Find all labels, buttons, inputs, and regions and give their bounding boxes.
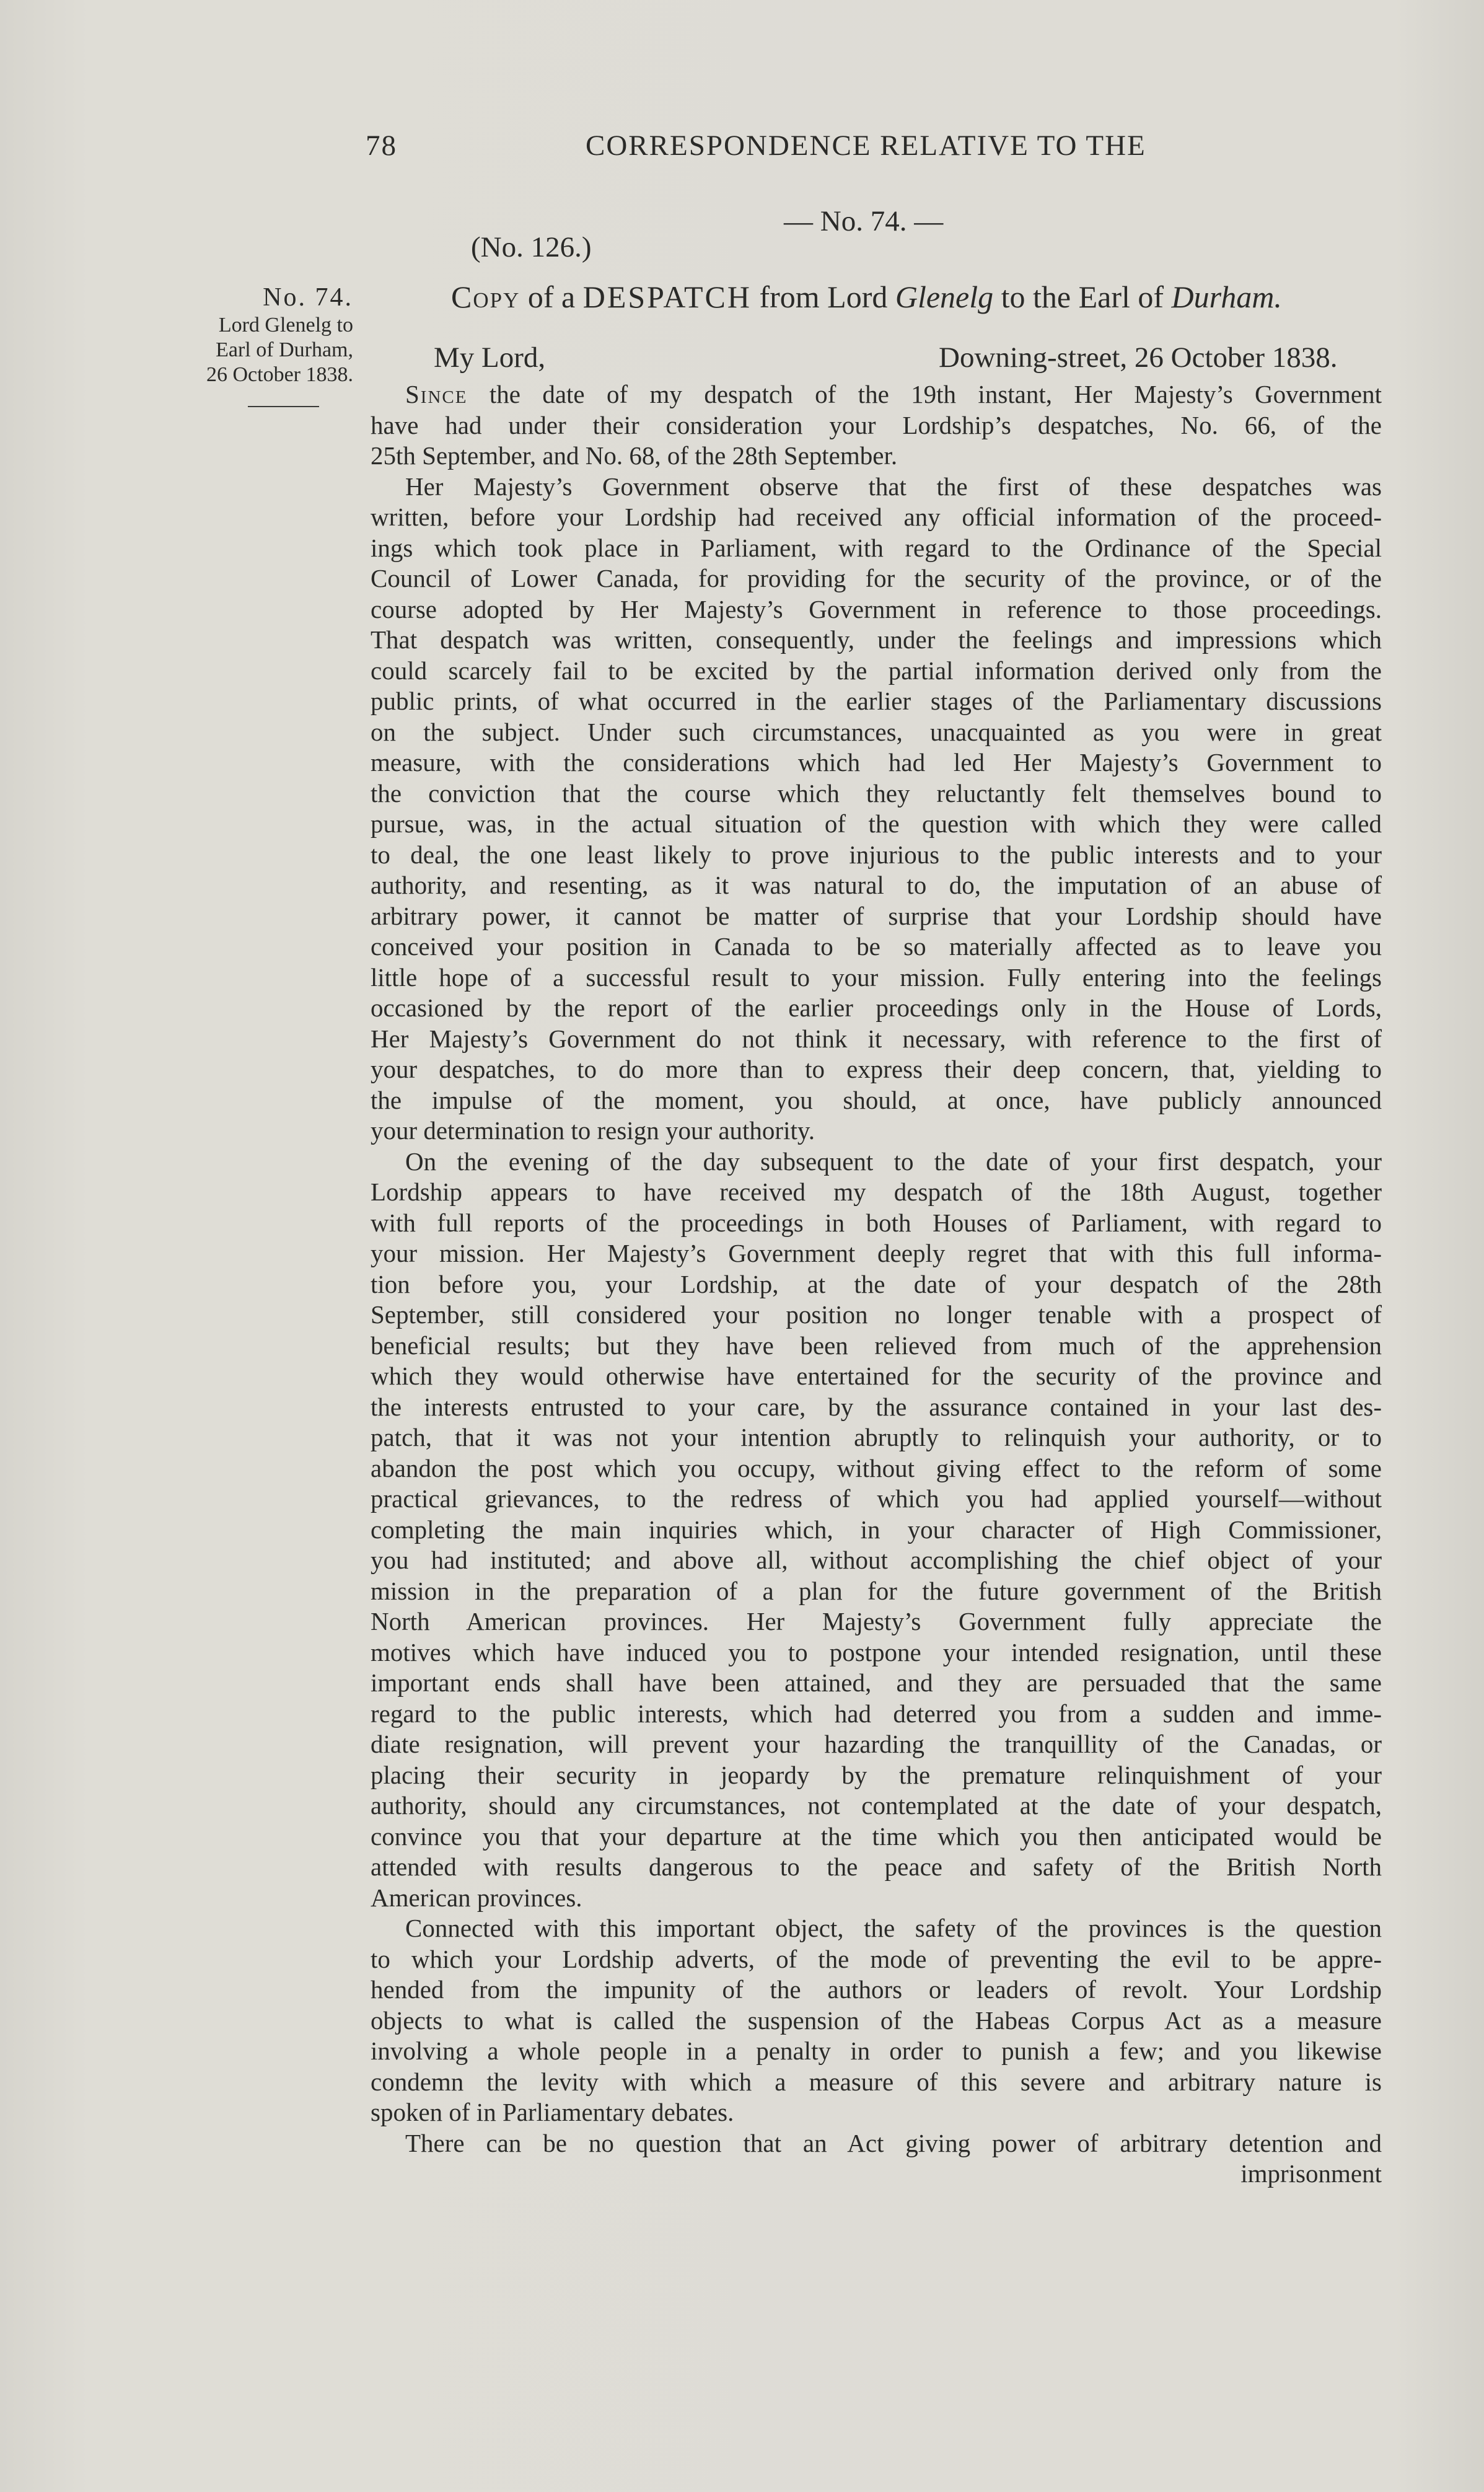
text-line: patch, that it was not your intention abruptly to relinquish your authority, or to [371,1423,1382,1451]
text-line: to which your Lordship adverts, of the mode of preventing the evil to be appre- [371,1944,1382,1973]
text-line: September, still considered your position no longer tenable with a prospect of [371,1300,1382,1329]
first-word: Since [405,380,468,408]
text-line: diate resignation, will prevent your hazarding the tranquillity of the Canadas, or [371,1730,1382,1758]
text-line: your determination to resign your authority. [371,1116,815,1145]
text-line: Council of Lower Canada, for providing for the security of the province, or of the [371,564,1382,592]
margin-note-number: No. 74. [263,283,353,312]
heading-durham: Durham. [1171,280,1282,314]
text-line: authority, and resenting, as it was natural to do, the imputation of an abuse of [371,871,1382,899]
text-line: spoken of in Parliamentary debates. [371,2098,734,2126]
text-line: the impulse of the moment, you should, at once, have publicly announced [371,1085,1382,1114]
text-line: course adopted by Her Majesty’s Government in reference to those proceedings. [371,594,1382,623]
heading-of-a: of a [527,280,576,314]
text-line: the interests entrusted to your care, by the assurance contained in your last des- [371,1392,1382,1421]
salutation: My Lord, [434,341,546,374]
text-line: authority, should any circumstances, not contemplated at the date of your despatch, [371,1791,1382,1820]
heading-to-earl: to the Earl of [1001,280,1164,314]
text-line: could scarcely fail to be excited by the partial information derived only from the [371,656,1382,685]
text-line: motives which have induced you to postpone your intended resignation, until these [371,1637,1382,1666]
text-line: abandon the post which you occupy, without giving effect to the reform of some [371,1453,1382,1482]
text-line: pursue, was, in the actual situation of the question with which they were called [371,809,1382,838]
text-line: ings which took place in Parliament, with regard to the Ordinance of the Special [371,533,1382,562]
text-line: conceived your position in Canada to be so materially affected as to leave you [371,932,1382,961]
margin-note [136,282,353,387]
text-line: American provinces. [371,1883,582,1912]
text-line: your despatches, to do more than to express their deep concern, that, yielding to [371,1055,1382,1083]
text-line: the conviction that the course which they reluctantly felt themselves bound to [371,778,1382,808]
text-line: important ends shall have been attained, and they are persuaded that the same [371,1668,1382,1697]
text-line: little hope of a successful result to your mission. Fully entering into the feelings [371,962,1382,992]
text-line: objects to what is called the suspension of the Habeas Corpus Act as a measure [371,2005,1382,2035]
text-line: you had instituted; and above all, without accomplishing the chief object of your [371,1546,1382,1574]
text-line: your mission. Her Majesty’s Government deeply regret that with this full informa- [371,1239,1382,1267]
text-line: Lordship appears to have received my despatch of the 18th August, together [371,1178,1382,1206]
text-line: That despatch was written, consequently, under the feelings and impressions which [371,625,1382,654]
text-line: have had under their consideration your Lordship’s despatches, No. 66, of the [371,410,1382,439]
text-line: tion before you, your Lordship, at the date of your despatch of the 28th [371,1269,1382,1298]
text-line: regard to the public interests, which had deterred you from a sudden and imme- [371,1699,1382,1728]
text-line: Her Majesty’s Government observe that the first of these despatches was [405,472,1382,501]
text-line: There can be no question that an Act giving power of arbitrary detention and [405,2128,1382,2157]
heading-copy: Copy [451,280,520,314]
margin-note-line: 26 October 1838. [206,363,353,386]
heading-despatch: DESPATCH [582,280,752,314]
text-line: beneficial results; but they have been relieved from much of the apprehension [371,1331,1382,1360]
page-number: 78 [366,130,397,162]
letter-body [371,379,1382,2190]
text-line: on the subject. Under such circumstances, unacquainted as you were in great [371,717,1382,746]
running-head [366,129,1270,172]
text-line: measure, with the considerations which had led Her Majesty’s Government to [371,748,1382,777]
text-line: 25th September, and No. 68, of the 28th September. [371,441,898,470]
text-line: North American provinces. Her Majesty’s Government fully appreciate the [371,1607,1382,1636]
despatch-heading [451,279,1381,315]
catchword: imprisonment [1240,2159,1382,2188]
text-line: mission in the preparation of a plan for the future government of the British [371,1576,1382,1605]
document-number: — No. 74. — [784,205,944,237]
text-line: with full reports of the proceedings in both Houses of Parliament, with regard to [371,1208,1382,1237]
text-line: completing the main inquiries which, in your character of High Commissioner, [371,1515,1382,1544]
text-line: On the evening of the day subsequent to the date of your first despatch, your [405,1147,1382,1176]
text-line: practical grievances, to the redress of which you had applied yourself—without [371,1484,1382,1513]
text-line: placing their security in jeopardy by the premature relinquishment of your [371,1760,1382,1789]
margin-rule [248,406,319,407]
text-line: Her Majesty’s Government do not think it necessary, with reference to the first of [371,1024,1382,1053]
series-number: (No. 126.) [471,231,592,263]
margin-note-line: Lord Glenelg to [218,314,353,337]
text-line: occasioned by the report of the earlier proceedings only in the House of Lords, [371,993,1382,1022]
heading-from-lord: from Lord [759,280,888,314]
text-line: hended from the impunity of the authors or leaders of revolt. Your Lordship [371,1975,1382,2004]
text-line: involving a whole people in a penalty in order to punish a few; and you likewise [371,2036,1382,2065]
text-line: which they would otherwise have entertained for the security of the province and [371,1362,1382,1390]
text-line: public prints, of what occurred in the earlier stages of the Parliamentary discussions [371,687,1382,715]
running-title: CORRESPONDENCE RELATIVE TO THE [586,130,1146,162]
text-line: convince you that your departure at the time which you then anticipated would be [371,1821,1382,1851]
text-line: Connected with this important object, the safety of the provinces is the question [405,1914,1382,1942]
heading-glenelg: Glenelg [895,280,994,314]
text-line: attended with results dangerous to the peace and safety of the British North [371,1852,1382,1881]
text-line: written, before your Lordship had received any official information of the proceed- [371,503,1382,531]
text-line: condemn the levity with which a measure of this severe and arbitrary nature is [371,2067,1382,2096]
margin-note-line: Earl of Durham, [216,338,353,361]
dateline: Downing-street, 26 October 1838. [939,341,1338,374]
text-line: arbitrary power, it cannot be matter of surprise that your Lordship should have [371,901,1382,930]
text-line: to deal, the one least likely to prove injurious to the public interests and to your [371,840,1382,869]
text-line: Since the date of my despatch of the 19th instant, Her Majesty’s Government [405,380,1382,408]
